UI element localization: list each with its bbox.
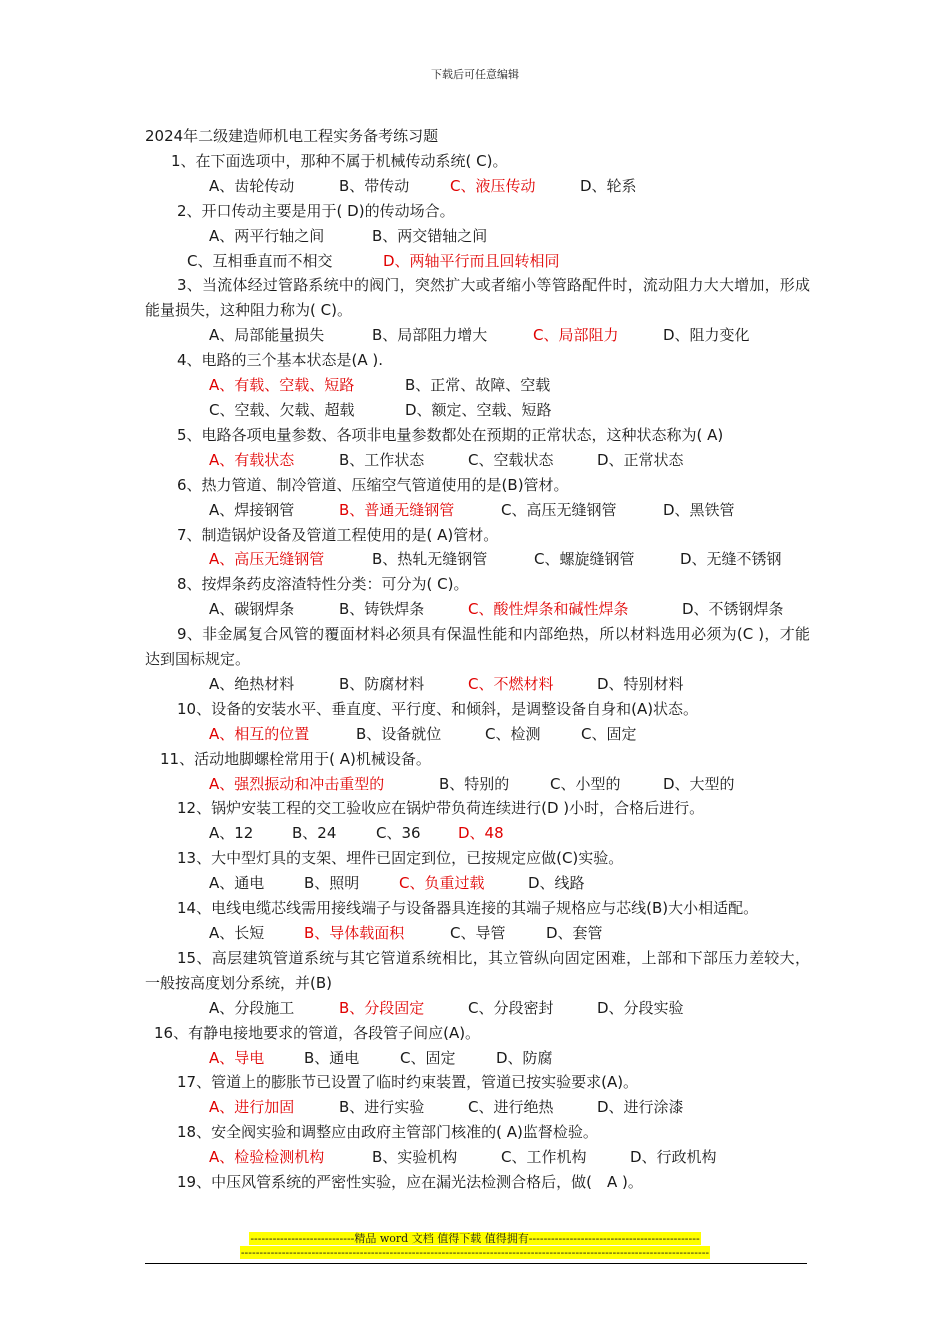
- answer-option: C、小型的: [550, 774, 621, 793]
- correct-answer: C、负重过载: [399, 874, 485, 893]
- correct-answer: A、导电: [209, 1048, 265, 1067]
- question-line: 10、设备的安装水平、垂直度、平行度、和倾斜，是调整设备自身和(A)状态。: [177, 699, 699, 718]
- answer-option: B、防腐材料: [339, 674, 425, 693]
- answer-option: D、无缝不锈钢: [680, 550, 782, 569]
- question-text: [145, 348, 810, 373]
- answer-option: A、绝热材料: [209, 674, 295, 693]
- option-row: [145, 1145, 810, 1170]
- question-text: [145, 473, 810, 498]
- correct-answer: A、相互的位置: [209, 724, 310, 743]
- answer-option: C、进行绝热: [468, 1098, 554, 1117]
- answer-option: D、防腐: [496, 1048, 553, 1067]
- answer-option: C、螺旋缝钢管: [534, 550, 635, 569]
- correct-answer: A、检验检测机构: [209, 1148, 325, 1167]
- answer-option: A、两平行轴之间: [209, 226, 325, 245]
- question-line: 15、高层建筑管道系统与其它管道系统相比，其立管纵向固定困难，上部和下部压力差较大，一般按高度划分系统，并(B): [145, 948, 810, 992]
- question-line: 16、有静电接地要求的管道，各段管子间应(A)。: [154, 1023, 481, 1042]
- option-row: [145, 249, 810, 274]
- question-line: 19、中压风管系统的严密性实验，应在漏光法检测合格后，做( A )。: [177, 1173, 643, 1192]
- question-line: 3、当流体经过管路系统中的阀门，突然扩大或者缩小等管路配件时，流动阻力大大增加，形成能量损失，这种阻力称为( C)。: [145, 276, 810, 320]
- answer-option: D、阻力变化: [663, 326, 750, 345]
- answer-option: B、铸铁焊条: [339, 600, 425, 619]
- option-row: [145, 323, 810, 348]
- answer-option: A、局部能量损失: [209, 326, 325, 345]
- option-row: [145, 821, 810, 846]
- question-line: 18、安全阀实验和调整应由政府主管部门核准的( A)监督检验。: [177, 1123, 598, 1142]
- answer-option: B、特别的: [439, 774, 510, 793]
- question-line: 1、在下面选项中，那种不属于机械传动系统( C)。: [171, 151, 508, 170]
- option-row: [145, 174, 810, 199]
- option-row: [145, 448, 810, 473]
- answer-option: C、空载、欠载、超载: [209, 400, 355, 419]
- footer-dash-line: [0, 1246, 950, 1259]
- answer-option: D、套管: [546, 924, 603, 942]
- answer-option: D、大型的: [663, 774, 735, 793]
- answer-option: C、空载状态: [468, 450, 554, 469]
- correct-answer: D、两轴平行而且回转相同: [383, 251, 560, 270]
- page-header: 下载后可任意编辑: [431, 68, 519, 81]
- option-row: [145, 398, 810, 423]
- answer-option: C、高压无缝钢管: [501, 500, 617, 519]
- answer-option: A、分段施工: [209, 998, 295, 1017]
- document-title: 2024年二级建造师机电工程实务备考练习题: [145, 127, 439, 145]
- answer-option: D、行政机构: [630, 1148, 717, 1167]
- answer-option: B、通电: [304, 1048, 360, 1067]
- question-line: 14、电线电缆芯线需用接线端子与设备器具连接的其端子规格应与芯线(B)大小相适配。: [177, 899, 759, 918]
- question-text: [145, 846, 810, 871]
- question-line: 12、锅炉安装工程的交工验收应在锅炉带负荷连续进行(D )小时，合格后进行。: [177, 799, 705, 818]
- correct-answer: B、普通无缝钢管: [339, 500, 455, 519]
- option-row: [145, 921, 810, 946]
- answer-option: A、12: [209, 824, 254, 843]
- question-text: [145, 1170, 810, 1195]
- question-text: [145, 1070, 810, 1095]
- answer-option: A、通电: [209, 874, 265, 893]
- correct-answer: C、酸性焊条和碱性焊条: [468, 600, 629, 619]
- answer-option: C、互相垂直而不相交: [187, 251, 333, 270]
- document-body: [145, 124, 810, 1195]
- answer-option: B、正常、故障、空载: [405, 376, 551, 395]
- answer-option: D、额定、空载、短路: [405, 400, 552, 419]
- correct-answer: A、高压无缝钢管: [209, 550, 325, 569]
- correct-answer: C、局部阻力: [533, 326, 619, 345]
- question-line: 4、电路的三个基本状态是(A ).: [177, 351, 384, 370]
- answer-option: B、局部阻力增大: [372, 326, 488, 345]
- option-row: [145, 722, 810, 747]
- question-line: 11、活动地脚螺栓常用于( A)机械设备。: [160, 749, 431, 768]
- answer-option: B、照明: [304, 874, 360, 893]
- answer-option: B、24: [292, 824, 337, 843]
- answer-option: D、黑铁管: [663, 500, 735, 519]
- correct-answer: A、强烈振动和冲击重型的: [209, 774, 385, 793]
- question-line: 5、电路各项电量参数、各项非电量参数都处在预期的正常状态，这种状态称为( A): [177, 425, 724, 444]
- answer-option: B、两交错轴之间: [372, 226, 488, 245]
- question-line: 2、开口传动主要是用于( D)的传动场合。: [177, 201, 455, 220]
- answer-option: D、正常状态: [597, 450, 684, 469]
- option-row: [145, 871, 810, 896]
- question-line: 6、热力管道、制冷管道、压缩空气管道使用的是(B)管材。: [177, 475, 569, 494]
- answer-option: B、工作状态: [339, 450, 425, 469]
- question-text: [145, 1021, 810, 1046]
- footer-banner-text: ----------------------------精品 word 文档 值得下载 值得拥有----------------------------------------------: [250, 1232, 700, 1245]
- question-line: 17、管道上的膨胀节已设置了临时约束装置，管道已按实验要求(A)。: [177, 1073, 639, 1092]
- answer-option: D、线路: [528, 874, 585, 893]
- option-row: [145, 373, 810, 398]
- question-text: [145, 572, 810, 597]
- option-row: [145, 672, 810, 697]
- answer-option: A、焊接钢管: [209, 500, 295, 519]
- footer-rule: [145, 1263, 807, 1264]
- question-text: [145, 796, 810, 821]
- option-row: [145, 224, 810, 249]
- correct-answer: D、48: [458, 824, 504, 843]
- answer-option: D、特别材料: [597, 674, 684, 693]
- option-row: [145, 597, 810, 622]
- question-line: 9、非金属复合风管的覆面材料必须具有保温性能和内部绝热，所以材料选用必须为(C )，才能达到国标规定。: [145, 625, 810, 669]
- footer-banner: [0, 1230, 950, 1246]
- footer-dash-text: ------------------------------------------------------------------------------------------------------------------------------: [240, 1246, 710, 1259]
- answer-option: C、导管: [450, 924, 506, 942]
- answer-option: A、长短: [209, 924, 265, 942]
- option-row: [145, 1046, 810, 1071]
- question-line: 8、按焊条药皮溶渣特性分类：可分为( C)。: [177, 575, 469, 594]
- correct-answer: B、导体载面积: [304, 924, 405, 942]
- answer-option: D、不锈钢焊条: [682, 600, 784, 619]
- answer-option: A、齿轮传动: [209, 176, 295, 195]
- answer-option: C、检测: [485, 724, 541, 743]
- option-row: [145, 772, 810, 797]
- answer-option: A、碳钢焊条: [209, 600, 295, 619]
- question-text: [145, 622, 810, 672]
- question-text: [145, 523, 810, 548]
- answer-option: B、热轧无缝钢管: [372, 550, 488, 569]
- question-text: [145, 149, 810, 174]
- correct-answer: A、有载状态: [209, 450, 295, 469]
- option-row: [145, 547, 810, 572]
- question-list: [145, 149, 810, 1195]
- answer-option: B、进行实验: [339, 1098, 425, 1117]
- question-text: [145, 946, 810, 996]
- answer-option: B、设备就位: [356, 724, 442, 743]
- option-row: [145, 498, 810, 523]
- correct-answer: C、液压传动: [450, 176, 536, 195]
- answer-option: C、固定: [581, 724, 637, 743]
- question-text: [145, 1120, 810, 1145]
- answer-option: C、分段密封: [468, 998, 554, 1017]
- correct-answer: C、不燃材料: [468, 674, 554, 693]
- answer-option: D、轮系: [580, 176, 637, 195]
- answer-option: C、工作机构: [501, 1148, 587, 1167]
- question-text: [145, 423, 810, 448]
- question-line: 13、大中型灯具的支架、埋件已固定到位，已按规定应做(C)实验。: [177, 849, 624, 868]
- correct-answer: A、进行加固: [209, 1098, 295, 1117]
- question-text: [145, 747, 810, 772]
- question-text: [145, 896, 810, 921]
- answer-option: B、带传动: [339, 176, 410, 195]
- correct-answer: A、有载、空载、短路: [209, 376, 355, 395]
- correct-answer: B、分段固定: [339, 998, 425, 1017]
- answer-option: C、固定: [400, 1048, 456, 1067]
- answer-option: B、实验机构: [372, 1148, 458, 1167]
- question-text: [145, 199, 810, 224]
- answer-option: D、进行涂漆: [597, 1098, 684, 1117]
- question-text: [145, 697, 810, 722]
- question-text: [145, 273, 810, 323]
- answer-option: C、36: [376, 824, 421, 843]
- option-row: [145, 1095, 810, 1120]
- option-row: [145, 996, 810, 1021]
- answer-option: D、分段实验: [597, 998, 684, 1017]
- question-line: 7、制造锅炉设备及管道工程使用的是( A)管材。: [177, 525, 499, 544]
